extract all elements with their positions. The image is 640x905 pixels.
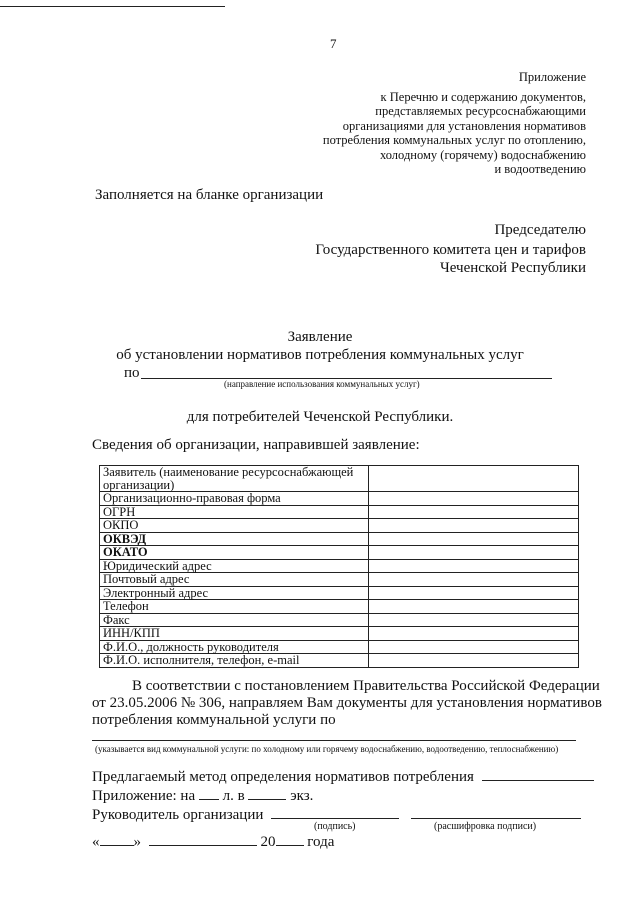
- table-row: [100, 466, 579, 492]
- year-prefix: 20: [260, 834, 276, 850]
- row-value[interactable]: [369, 466, 579, 492]
- row-label: Ф.И.О., должность руководителя: [100, 640, 369, 654]
- row-value[interactable]: [369, 573, 579, 587]
- table-row: [100, 600, 579, 614]
- appendix-line: и водоотведению: [494, 162, 586, 176]
- table-row: [100, 505, 579, 519]
- row-label: Телефон: [100, 600, 369, 614]
- date-open-quote: «: [92, 834, 100, 850]
- table-row: [100, 532, 579, 546]
- row-value[interactable]: [369, 640, 579, 654]
- row-label: Заявитель (наименование ресурсоснабжающей организации): [100, 466, 369, 492]
- date-line: [92, 833, 334, 851]
- day-field[interactable]: [100, 833, 134, 846]
- appendix-line: организациями для установления нормативов: [342, 118, 586, 133]
- po-label: по: [124, 365, 140, 381]
- sheets-count-field[interactable]: [199, 787, 219, 800]
- signature-decoding-field[interactable]: [411, 806, 581, 819]
- method-line: [92, 768, 594, 786]
- po-caption: (направление использования коммунальных услуг): [224, 379, 420, 389]
- paragraph-line: от 23.05.2006 № 306, направляем Вам документы для установления нормативов: [92, 695, 602, 711]
- row-label: Электронный адрес: [100, 586, 369, 600]
- table-row: [100, 573, 579, 587]
- row-value[interactable]: [369, 586, 579, 600]
- main-paragraph: [92, 678, 602, 729]
- paragraph-line: В соответствии с постановлением Правительства Российской Федерации: [132, 678, 600, 694]
- date-close-quote: »: [133, 834, 141, 850]
- top-rule: [0, 6, 225, 7]
- org-info-heading: Сведения об организации, направившей заявление:: [92, 437, 420, 453]
- year-field[interactable]: [276, 833, 304, 846]
- signature-caption: (подпись): [314, 821, 356, 832]
- row-label: Факс: [100, 613, 369, 627]
- row-value[interactable]: [369, 532, 579, 546]
- row-value[interactable]: [369, 613, 579, 627]
- row-label: ИНН/КПП: [100, 627, 369, 641]
- attachment-middle: л. в: [222, 788, 245, 804]
- addressee-block: [315, 221, 586, 277]
- table-row: [100, 519, 579, 533]
- row-value[interactable]: [369, 654, 579, 668]
- row-label: ОКПО: [100, 519, 369, 533]
- row-label: ОКАТО: [100, 546, 369, 560]
- row-value[interactable]: [369, 519, 579, 533]
- row-label: ОГРН: [100, 505, 369, 519]
- table-row: [100, 627, 579, 641]
- row-label: Почтовый адрес: [100, 573, 369, 587]
- row-label: Юридический адрес: [100, 559, 369, 573]
- row-label: Ф.И.О. исполнителя, телефон, e-mail: [100, 654, 369, 668]
- page-number: 7: [330, 36, 337, 51]
- appendix-title: Приложение: [518, 70, 586, 84]
- attachment-prefix: Приложение: на: [92, 788, 196, 804]
- appendix-line: холодному (горячему) водоснабжению: [379, 147, 586, 162]
- decoding-caption: (расшифровка подписи): [434, 821, 537, 832]
- appendix-line: потребления коммунальных услуг по отоплению,: [322, 133, 586, 147]
- org-info-table: [99, 465, 579, 668]
- row-label: Организационно-правовая форма: [100, 492, 369, 506]
- addressee-line: Чеченской Республики: [440, 260, 586, 276]
- service-kind-caption: (указывается вид коммунальной услуги: по холодному или горячему водоснабжению, водоотведению, теплоснабжению): [95, 744, 559, 754]
- row-value[interactable]: [369, 505, 579, 519]
- row-label: ОКВЭД: [100, 532, 369, 546]
- table-row: [100, 492, 579, 506]
- row-value[interactable]: [369, 492, 579, 506]
- paragraph-line: потребления коммунальной услуги по: [92, 712, 336, 728]
- row-value[interactable]: [369, 627, 579, 641]
- addressee-line: Государственного комитета цен и тарифов: [315, 242, 586, 258]
- row-value[interactable]: [369, 546, 579, 560]
- year-suffix: года: [307, 834, 335, 850]
- method-field[interactable]: [482, 768, 594, 781]
- appendix-line: к Перечню и содержанию документов,: [380, 89, 586, 104]
- statement-title: Заявление: [287, 329, 353, 345]
- attachment-line: [92, 787, 313, 805]
- table-row: [100, 559, 579, 573]
- row-value[interactable]: [369, 559, 579, 573]
- signature-field[interactable]: [271, 806, 399, 819]
- statement-subtitle: об установлении нормативов потребления коммунальных услуг: [116, 347, 524, 363]
- attachment-suffix: экз.: [290, 788, 314, 804]
- table-row: [100, 654, 579, 668]
- service-kind-field[interactable]: [92, 740, 576, 741]
- appendix-line: представляемых ресурсоснабжающими: [375, 104, 586, 118]
- head-label: Руководитель организации: [92, 807, 264, 823]
- consumers-line: для потребителей Чеченской Республики.: [186, 409, 454, 425]
- table-row: [100, 640, 579, 654]
- table-row: [100, 546, 579, 560]
- appendix-block: [256, 70, 586, 177]
- table-row: [100, 586, 579, 600]
- method-label: Предлагаемый метод определения нормативов потребления: [92, 769, 474, 785]
- row-value[interactable]: [369, 600, 579, 614]
- table-row: [100, 613, 579, 627]
- addressee-line: Председателю: [494, 222, 586, 238]
- month-field[interactable]: [149, 833, 257, 846]
- copies-count-field[interactable]: [248, 787, 286, 800]
- fill-note: Заполняется на бланке организации: [95, 187, 324, 203]
